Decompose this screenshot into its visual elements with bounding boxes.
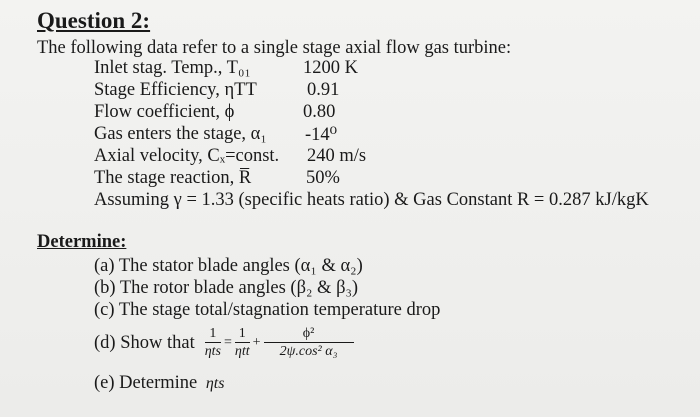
determine-heading: Determine: [37,232,127,252]
given-label-inlet-angle: Gas enters the stage, α₁ [94,124,267,144]
assumption-line: Assuming γ = 1.33 (specific heats ratio) & Gas Constant R = 0.287 kJ/kgK [94,190,649,210]
given-label-flow-coefficient: Flow coefficient, ϕ [94,102,235,122]
formula-plus: + [252,335,261,350]
task-a: (a) The stator blade angles (α₁ & α₂) [94,256,363,276]
task-d-label: (d) Show that [94,332,195,353]
question-title: Question 2: [37,8,151,33]
task-b: (b) The rotor blade angles (β₂ & β₃) [94,278,359,298]
formula-term2: $\frac{\text{ϕ²}}{\text{2ψ.cos² α₃}}$ [264,326,354,360]
given-value-inlet-angle: -14⁰ [305,125,338,145]
given-value-flow-coefficient: 0.80 [303,102,336,122]
task-e-label: (e) Determine [94,373,198,393]
given-label-stage-efficiency: Stage Efficiency, ηTT [94,80,257,100]
given-value-stage-reaction: 50% [306,168,340,188]
efficiency-formula [205,326,354,360]
given-label-inlet-temp: Inlet stag. Temp., T₀₁ [94,58,251,78]
question-intro: The following data refer to a single stage axial flow gas turbine: [37,38,512,58]
formula-equals: = [224,335,232,350]
task-e [94,373,224,394]
formula-term1: $\frac{1}{\text{ηtt}}$ [234,326,250,359]
task-e-symbol: ηts [205,375,225,392]
task-c: (c) The stage total/stagnation temperature drop [94,300,441,320]
formula-lhs: $\frac{1}{\text{ηts}}$ [204,326,222,359]
task-d [94,326,354,360]
given-value-inlet-temp: 1200 K [303,58,358,78]
given-value-axial-velocity: 240 m/s [307,146,367,166]
given-label-stage-reaction: The stage reaction, R̅ [94,168,252,188]
given-value-stage-efficiency: 0.91 [307,80,340,100]
given-label-axial-velocity: Axial velocity, Cₓ=const. [94,146,280,166]
